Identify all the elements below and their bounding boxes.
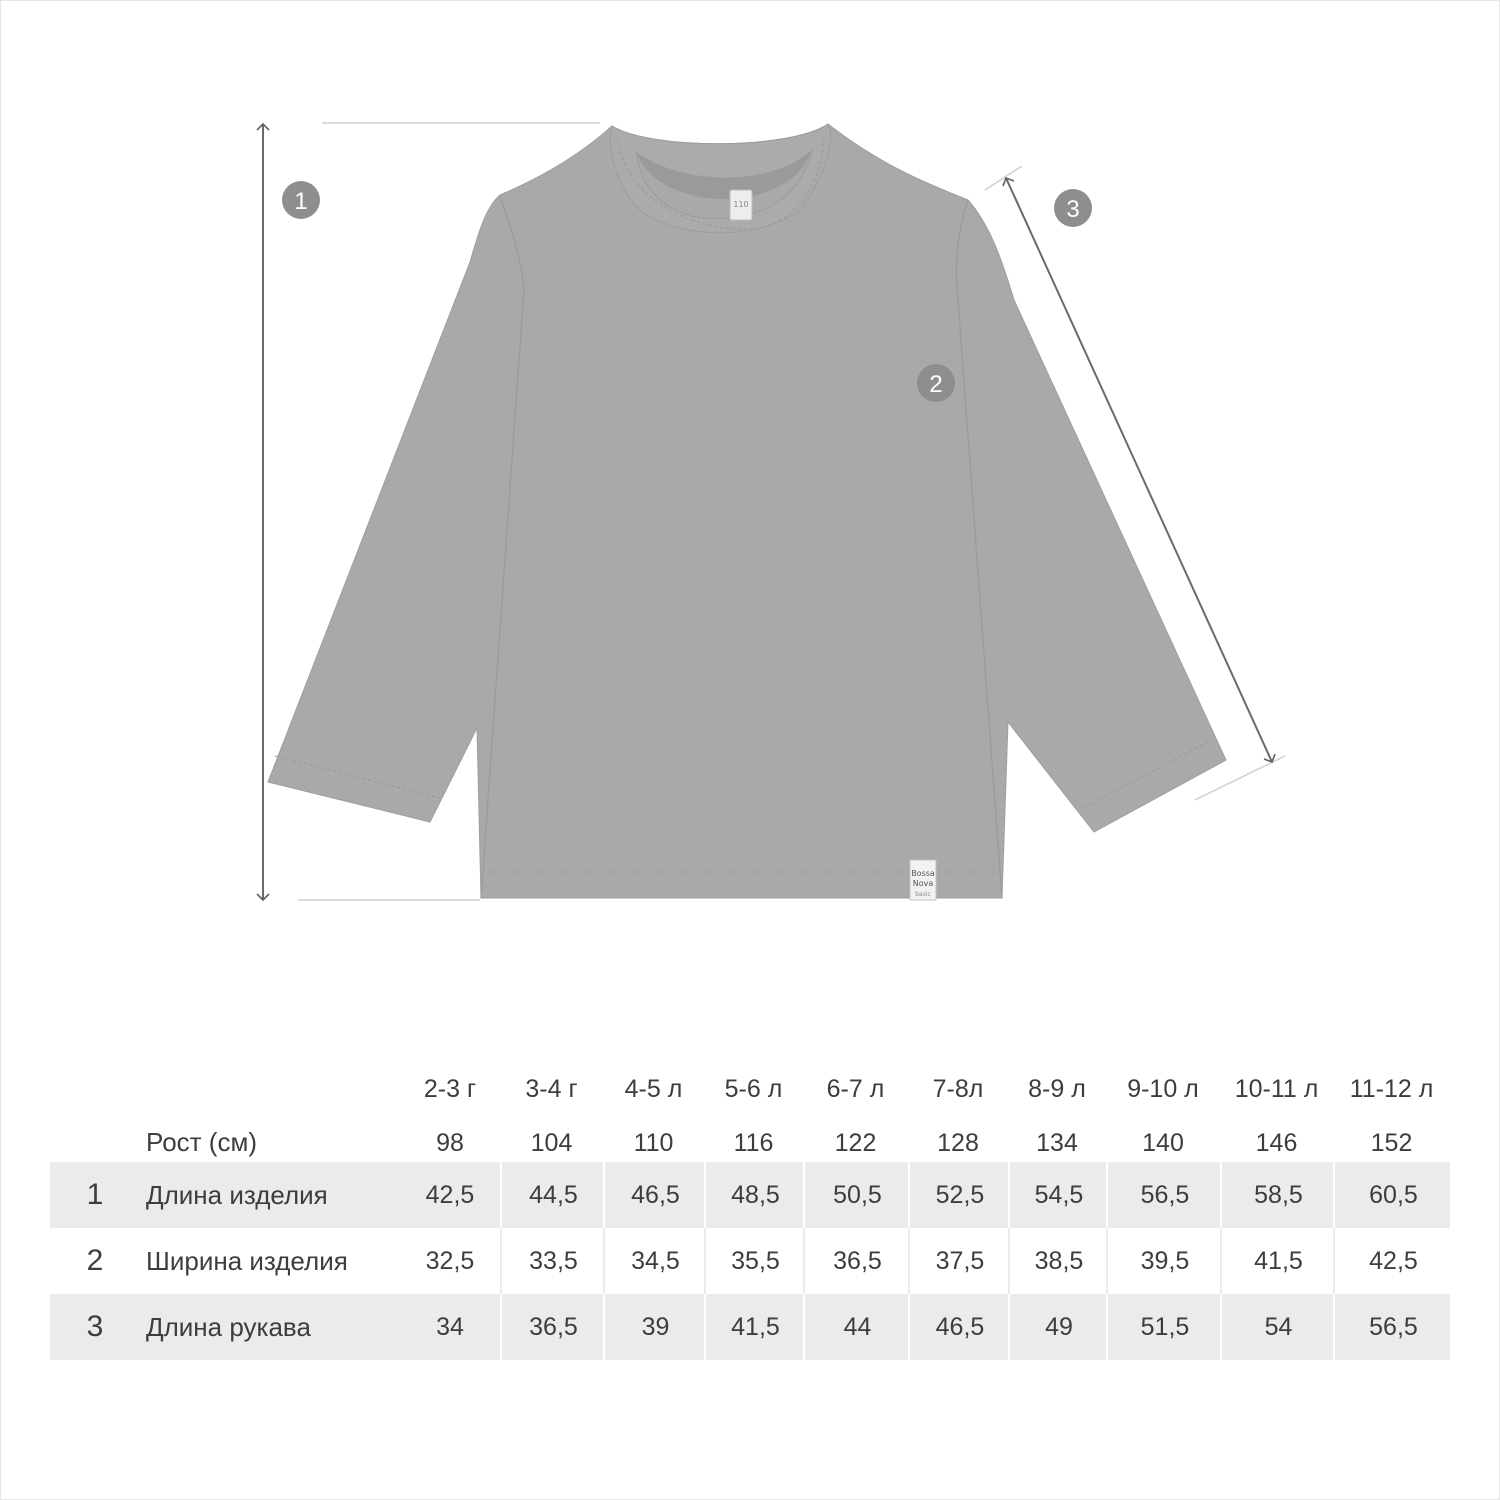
row-label: Длина изделия (146, 1179, 328, 1210)
marker-1 (282, 181, 320, 219)
height-cell: 146 (1255, 1129, 1298, 1157)
length-value-cell: 54,5 (1008, 1162, 1108, 1228)
size-header-cell: 4-5 л (624, 1075, 683, 1103)
svg-text:1: 1 (294, 188, 308, 215)
height-label: Рост (см) (146, 1127, 257, 1157)
sleeve-value-cell: 49 (1008, 1294, 1108, 1360)
sleeve-value-cell: 34 (436, 1312, 464, 1341)
brand-tag-line-1: Bossa (911, 869, 935, 878)
svg-text:2: 2 (929, 371, 943, 398)
height-cell: 128 (937, 1129, 979, 1157)
size-header-cell: 5-6 л (724, 1075, 783, 1103)
size-header-cell: 11-12 л (1349, 1075, 1434, 1103)
length-value-cell: 60,5 (1333, 1162, 1452, 1228)
sweater-shape (268, 124, 1226, 898)
row-label: Длина рукава (146, 1311, 311, 1342)
length-value-cell: 52,5 (908, 1162, 1010, 1228)
sleeve-value-cell: 36,5 (500, 1294, 605, 1360)
svg-text:3: 3 (1066, 196, 1080, 223)
neck-size-label-text: 110 (733, 200, 749, 209)
height-cell: 116 (733, 1129, 774, 1157)
row-number: 3 (86, 1310, 104, 1343)
sleeve-value-cell: 54 (1220, 1294, 1335, 1360)
brand-tag-line-3: basic (915, 891, 931, 898)
sleeve-value-cell: 41,5 (704, 1294, 805, 1360)
row-number: 1 (86, 1178, 104, 1211)
brand-tag-line-2: Nova (912, 879, 934, 888)
size-header-cell: 3-4 г (525, 1075, 578, 1103)
table-row-sleeve (50, 1294, 1450, 1360)
height-cell: 134 (1036, 1129, 1078, 1157)
width-value-cell: 32,5 (425, 1246, 475, 1275)
height-cell: 122 (834, 1129, 877, 1157)
sweater-illustration (268, 124, 1226, 900)
length-value-cell: 42,5 (425, 1180, 475, 1209)
marker-2 (917, 364, 955, 402)
sleeve-value-cell: 46,5 (908, 1294, 1010, 1360)
length-value-cell: 48,5 (704, 1162, 805, 1228)
size-header-cell: 2-3 г (423, 1075, 477, 1103)
size-header-cell: 10-11 л (1234, 1075, 1319, 1103)
shoulder-guide-line (985, 166, 1022, 190)
row-number: 2 (86, 1244, 104, 1277)
length-value-cell: 58,5 (1220, 1162, 1335, 1228)
sleeve-value-cell: 51,5 (1106, 1294, 1222, 1360)
width-value-cell: 34,5 (603, 1228, 706, 1294)
length-value-cell: 46,5 (603, 1162, 706, 1228)
sleeve-value-cell: 44 (803, 1294, 910, 1360)
height-cell: 98 (436, 1129, 464, 1157)
length-value-cell: 50,5 (803, 1162, 910, 1228)
length-value-cell: 44,5 (500, 1162, 605, 1228)
width-value-cell: 39,5 (1106, 1228, 1222, 1294)
height-row (50, 1110, 1450, 1162)
size-header-row (50, 1040, 1450, 1110)
marker-3 (1054, 189, 1092, 227)
table-row-width (50, 1228, 1450, 1294)
height-cell: 152 (1370, 1129, 1413, 1157)
width-value-cell: 36,5 (803, 1228, 910, 1294)
width-value-cell: 42,5 (1333, 1228, 1452, 1294)
table-row-length (50, 1162, 1450, 1228)
height-cell: 110 (633, 1129, 674, 1157)
width-value-cell: 37,5 (908, 1228, 1010, 1294)
size-header-cell: 7-8л (932, 1075, 984, 1103)
sleeve-value-cell: 56,5 (1333, 1294, 1452, 1360)
width-value-cell: 41,5 (1220, 1228, 1335, 1294)
width-value-cell: 38,5 (1008, 1228, 1108, 1294)
row-label: Ширина изделия (146, 1245, 348, 1276)
sleeve-value-cell: 39 (603, 1294, 706, 1360)
length-value-cell: 56,5 (1106, 1162, 1222, 1228)
size-header-cell: 9-10 л (1127, 1075, 1199, 1103)
width-value-cell: 35,5 (704, 1228, 805, 1294)
height-cell: 140 (1142, 1129, 1184, 1157)
width-value-cell: 33,5 (500, 1228, 605, 1294)
height-cell: 104 (530, 1129, 573, 1157)
size-header-cell: 6-7 л (826, 1075, 885, 1103)
size-header-cell: 8-9 л (1028, 1075, 1086, 1103)
